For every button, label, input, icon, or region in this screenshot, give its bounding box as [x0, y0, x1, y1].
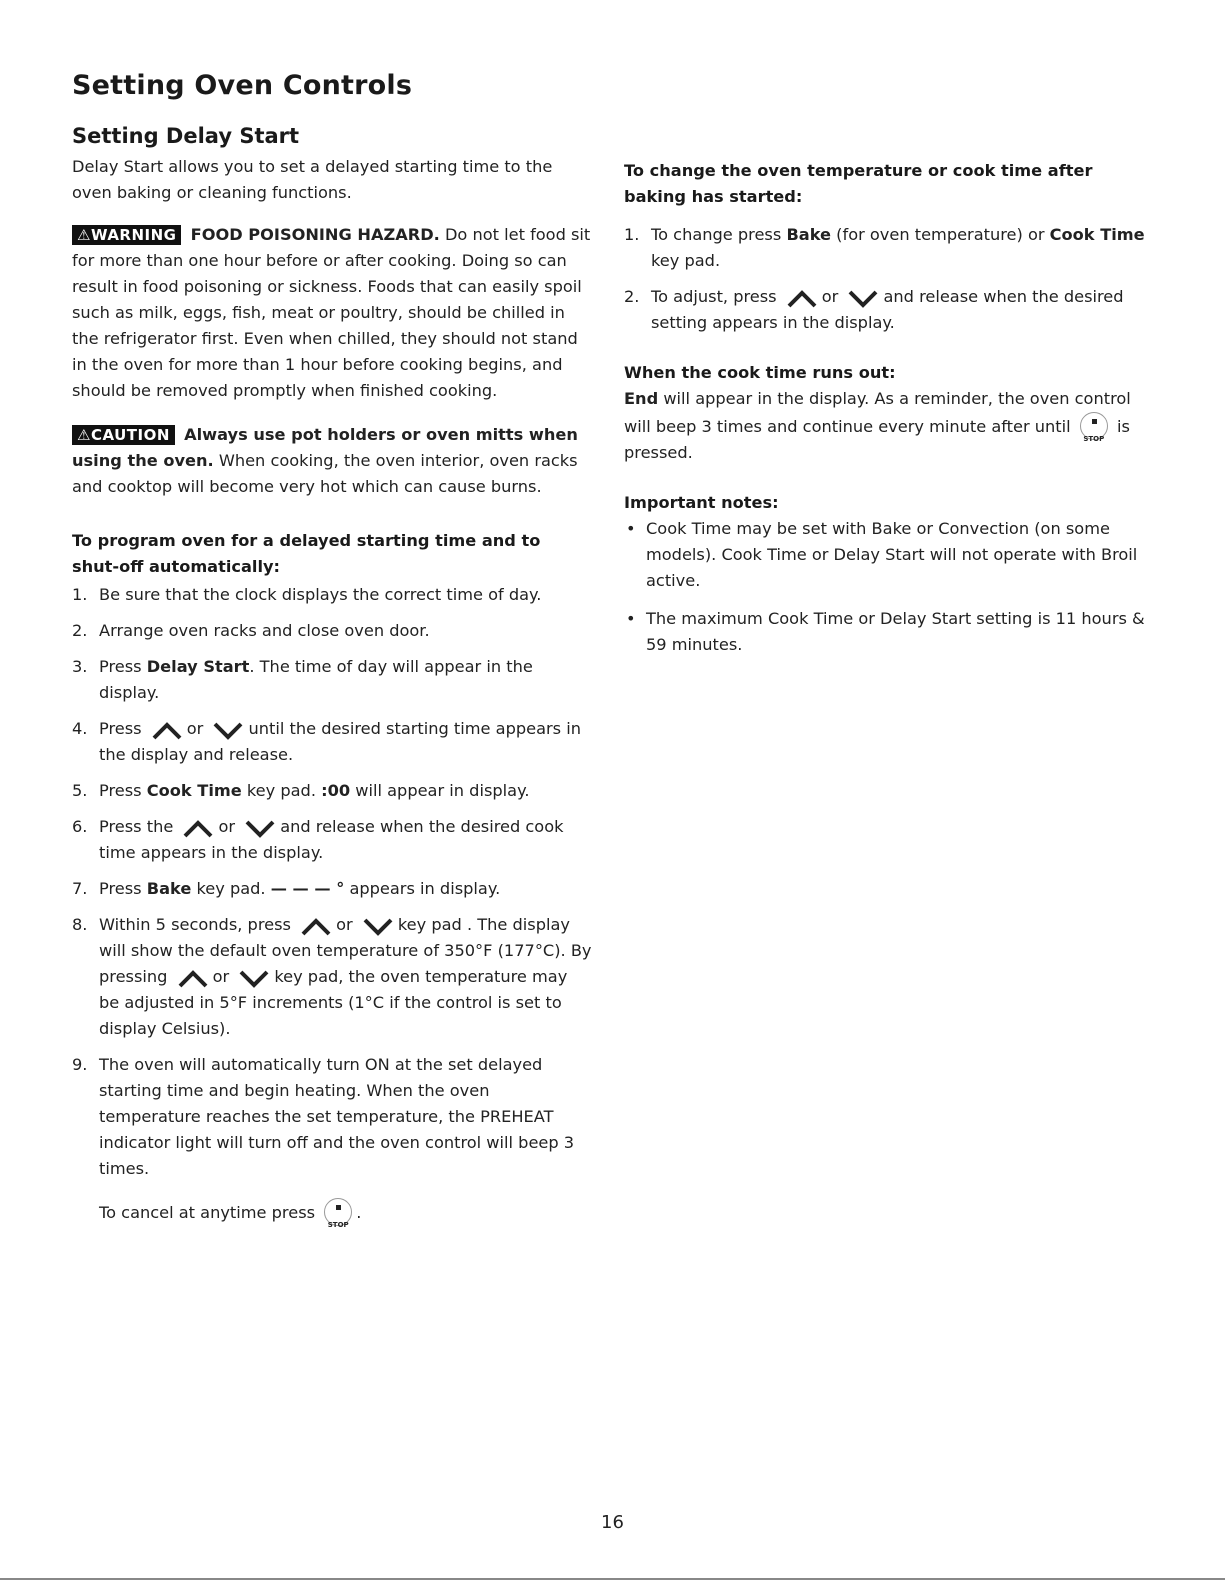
bake-key-label: Bake: [146, 879, 192, 898]
step-number: 2.: [624, 287, 640, 306]
step-text: will appear in display.: [350, 781, 530, 800]
caution-text: When cooking, the oven interior, oven racks and cooktop will become very hot which can cause burns.: [72, 451, 578, 496]
display-readout: — — — °: [270, 879, 345, 898]
intro-paragraph: Delay Start allows you to set a delayed starting time to the oven baking or cleaning functions.: [72, 157, 553, 202]
warning-block: [72, 222, 592, 404]
bottom-rule: [0, 1578, 1225, 1580]
arrow-up-icon: [178, 970, 208, 988]
step-text: To adjust, press: [651, 287, 777, 306]
step-number: 7.: [72, 879, 88, 898]
step-text: . The time of day will appear in the display.: [99, 657, 533, 702]
runs-out-text: will appear in the display. As a reminder, the oven control will beep 3 times and continue every minute after until: [624, 389, 1131, 436]
program-steps: [72, 582, 592, 1182]
step-text: Press: [99, 879, 147, 898]
or-text: or: [212, 967, 230, 986]
cancel-instruction: [72, 1198, 592, 1229]
runs-out-heading: When the cook time runs out:: [624, 363, 896, 382]
step-1: [72, 582, 592, 608]
page-number: 16: [601, 1512, 624, 1533]
arrow-up-icon: [301, 918, 331, 936]
step-2: [72, 618, 592, 644]
delay-start-key-label: Delay Start: [146, 657, 250, 676]
or-text: or: [336, 915, 353, 934]
arrow-down-icon: [245, 820, 275, 838]
step-text: Be sure that the clock displays the correct time of day.: [99, 585, 542, 604]
stop-icon-label: STOP: [327, 1221, 349, 1229]
or-text: or: [821, 287, 839, 306]
stop-icon: [324, 1198, 352, 1229]
runs-out-end: is pressed.: [624, 417, 1130, 462]
step-text: appears in display.: [344, 879, 501, 898]
section-title: Setting Delay Start: [72, 124, 300, 148]
step-4: [72, 716, 592, 768]
step-number: 9.: [72, 1055, 88, 1074]
change-heading: To change the oven temperature or cook time after baking has started:: [624, 161, 1093, 206]
step-text: Press: [99, 719, 142, 738]
warning-heading: FOOD POISONING HAZARD.: [190, 225, 440, 244]
step-text: and release when the desired setting appears in the display.: [651, 287, 1124, 332]
step-number: 5.: [72, 781, 88, 800]
step-text: To change press: [651, 225, 787, 244]
runs-out-paragraph: [624, 386, 1154, 466]
step-text: Press the: [99, 817, 174, 836]
caution-heading: Always use pot holders or oven mitts when using the oven.: [72, 425, 578, 470]
change-step-1: [624, 222, 1154, 274]
warning-text: Do not let food sit for more than one hour before or after cooking. Doing so can result in food poisoning or sickness. Foods that can easily spoil such as milk, eggs, fish, meat or poultry, should be chilled in the refrigerator first. Even when chilled, they should not stand in the oven for more than 1 hour before cooking begins, and should be removed promptly when finished cooking.: [72, 225, 591, 400]
notes-list: [624, 516, 1154, 658]
step-number: 4.: [72, 719, 88, 738]
step-number: 6.: [72, 817, 88, 836]
step-3: [72, 654, 592, 706]
note-text: The maximum Cook Time or Delay Start setting is 11 hours & 59 minutes.: [646, 609, 1145, 654]
step-number: 1.: [624, 225, 640, 244]
step-8: [72, 912, 592, 1042]
step-9: [72, 1052, 592, 1182]
step-6: [72, 814, 592, 866]
step-number: 1.: [72, 585, 88, 604]
display-readout: :00: [321, 781, 351, 800]
step-text: Press: [99, 657, 147, 676]
bake-key-label: Bake: [786, 225, 832, 244]
change-steps: [624, 222, 1154, 336]
right-column: [624, 158, 1154, 670]
arrow-up-icon: [787, 290, 817, 308]
notes-heading: Important notes:: [624, 493, 779, 512]
arrow-down-icon: [848, 290, 878, 308]
step-text: The oven will automatically turn ON at the set delayed starting time and begin heating. When the oven temperature reaches the set temperature, the PREHEAT indicator light will turn off and the oven control will beep 3 times.: [99, 1055, 575, 1178]
change-step-2: [624, 284, 1154, 336]
page-title: Setting Oven Controls: [72, 70, 413, 101]
caution-badge: ⚠CAUTION: [72, 425, 175, 445]
cook-time-key-label: Cook Time: [146, 781, 242, 800]
caution-block: [72, 422, 592, 500]
step-5: [72, 778, 592, 804]
arrow-up-icon: [183, 820, 213, 838]
step-text: key pad, the oven temperature may be adjusted in 5°F increments (1°C if the control is set to display Celsius).: [99, 967, 568, 1038]
arrow-down-icon: [363, 918, 393, 936]
step-number: 2.: [72, 621, 88, 640]
step-text: Press: [99, 781, 147, 800]
stop-icon-label: STOP: [1083, 435, 1105, 443]
step-text: Arrange oven racks and close oven door.: [99, 621, 430, 640]
or-text: or: [218, 817, 236, 836]
step-text: and release when the desired cook time appears in the display.: [99, 817, 564, 862]
step-text: key pad.: [651, 251, 721, 270]
or-text: or: [186, 719, 204, 738]
warning-badge: ⚠WARNING: [72, 225, 181, 245]
stop-icon: [1080, 412, 1108, 443]
arrow-down-icon: [213, 722, 243, 740]
arrow-up-icon: [152, 722, 182, 740]
note-item: • Cook Time may be set with Bake or Convection (on some models). Cook Time or Delay Start will not operate with Broil active.: [626, 519, 1138, 590]
step-7: [72, 876, 592, 902]
left-column: [72, 124, 592, 1229]
step-text: Within 5 seconds, press: [99, 915, 291, 934]
end-display-label: End: [624, 389, 659, 408]
arrow-down-icon: [239, 970, 269, 988]
step-text: until the desired starting time appears in the display and release.: [99, 719, 581, 764]
step-text: key pad.: [191, 879, 271, 898]
note-text: Cook Time may be set with Bake or Convection (on some models). Cook Time or Delay Start will not operate with Broil active.: [646, 519, 1138, 590]
step-text: (for oven temperature) or: [831, 225, 1050, 244]
step-text: key pad.: [241, 781, 322, 800]
step-number: 8.: [72, 915, 88, 934]
program-heading: To program oven for a delayed starting time and to shut-off automatically:: [72, 531, 541, 576]
cancel-text: To cancel at anytime press: [99, 1203, 316, 1222]
cook-time-key-label: Cook Time: [1049, 225, 1145, 244]
step-text: key pad . The display will show the default oven temperature of 350°F (177°C). By pressing: [99, 915, 592, 986]
cancel-end: .: [356, 1203, 362, 1222]
note-item: • The maximum Cook Time or Delay Start setting is 11 hours & 59 minutes.: [626, 609, 1145, 654]
step-number: 3.: [72, 657, 88, 676]
